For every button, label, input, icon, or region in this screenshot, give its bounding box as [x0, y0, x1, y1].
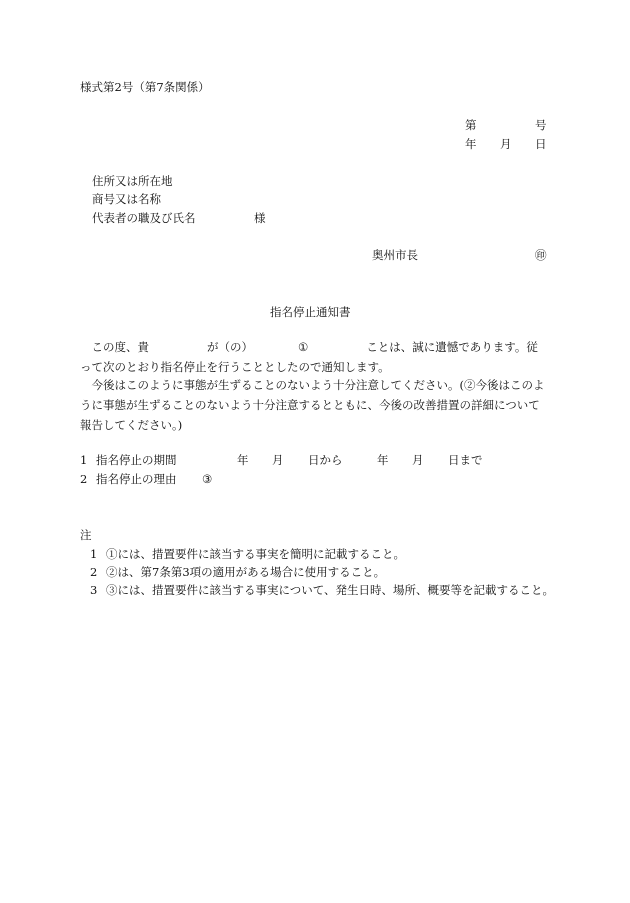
issuer-seal: ㊞	[535, 248, 547, 262]
date-day: 日	[535, 137, 547, 151]
document-title: 指名停止通知書	[270, 305, 351, 319]
form-label: 様式第2号（第7条関係）	[80, 80, 210, 94]
p1-part-d: ことは、誠に遺憾であります。従って次のとおり指名停止を行うこととしたので通知します。	[80, 340, 538, 374]
addressee-address: 住所又は所在地	[92, 174, 173, 188]
addressee-honorific: 様	[254, 211, 266, 225]
item-1-num: 1	[80, 453, 88, 467]
note-2-text: ②は、第7条第3項の適用がある場合に使用すること。	[106, 565, 386, 579]
p2-text: 今後はこのように事態が生ずることのないよう十分注意してください。(②今後はこのように事態が生ずることのないよう十分注意するとともに、今後の改善措置の詳細について報告してください。)	[80, 378, 545, 432]
issuer-name: 奥州市長	[372, 248, 418, 262]
addressee-company: 商号又は名称	[92, 192, 161, 206]
p1-part-a: この度、貴	[91, 340, 149, 354]
date-year: 年	[465, 137, 477, 151]
item-1-start-day: 日から	[308, 453, 343, 467]
item-1-label: 指名停止の期間	[96, 453, 177, 467]
item-2-num: 2	[80, 472, 88, 486]
note-3-text: ③には、措置要件に該当する事実について、発生日時、場所、概要等を記載すること。	[106, 583, 555, 597]
item-1-end-year: 年	[377, 453, 389, 467]
item-2-value: ③	[202, 472, 213, 486]
p1-part-c: ①	[298, 340, 309, 354]
addressee-representative: 代表者の職及び氏名	[92, 211, 196, 225]
item-1-end-day: 日まで	[448, 453, 483, 467]
notes-heading: 注	[80, 528, 92, 542]
body-paragraph-2	[80, 375, 548, 435]
item-2-label: 指名停止の理由	[96, 472, 177, 486]
date-month: 月	[500, 137, 512, 151]
doc-number-prefix: 第	[465, 118, 477, 132]
note-1-text: ①には、措置要件に該当する事実を簡明に記載すること。	[106, 547, 405, 561]
note-3-num: 3	[90, 583, 98, 597]
doc-number-suffix: 号	[535, 118, 547, 132]
item-1-start-year: 年	[237, 453, 249, 467]
note-2-num: 2	[90, 565, 98, 579]
item-1-start-month: 月	[272, 453, 284, 467]
body-paragraph-1	[80, 337, 548, 377]
note-1-num: 1	[90, 547, 98, 561]
item-1-end-month: 月	[412, 453, 424, 467]
p1-part-b: が（の）	[207, 340, 253, 354]
